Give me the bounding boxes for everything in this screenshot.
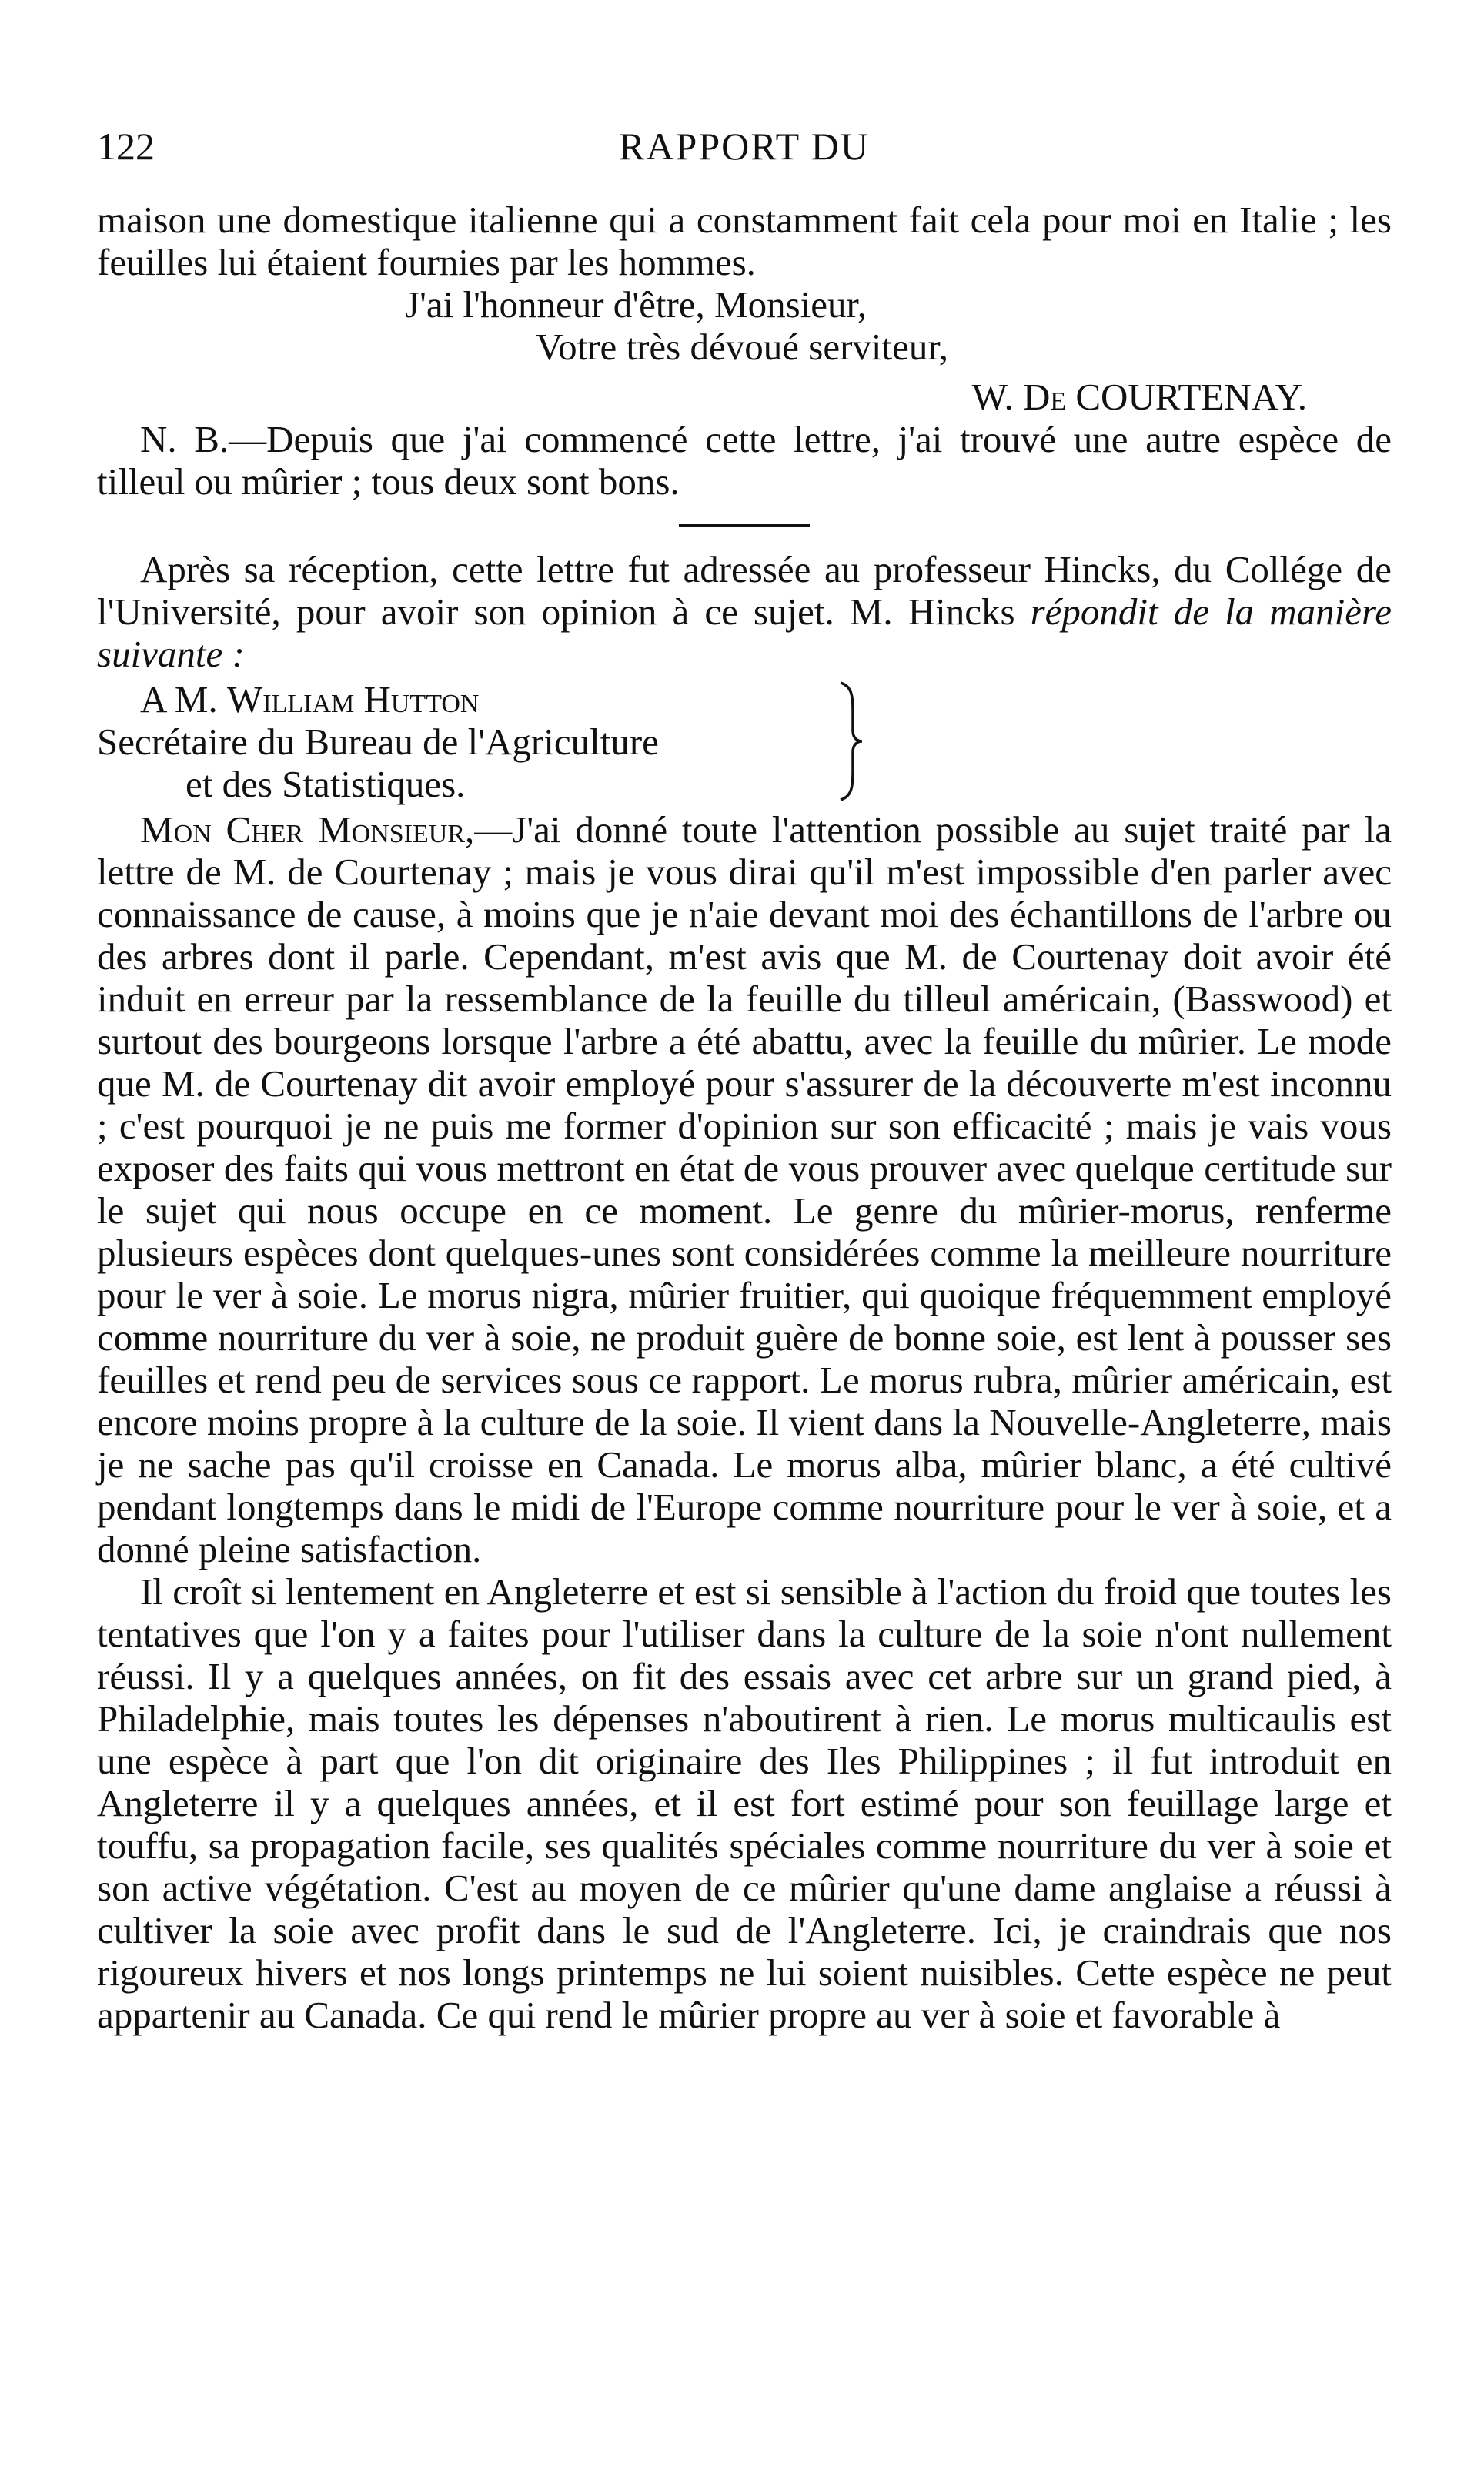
intro-italic-text: répondit de la manière suivante : <box>97 590 1392 675</box>
address-title: Secrétaire du Bureau de l'Agriculture <box>97 721 659 763</box>
intro-paragraph <box>97 548 1392 675</box>
address-department: et des Statistiques. <box>186 763 466 805</box>
reply-salutation: Mon Cher Monsieur, <box>140 808 475 851</box>
address-block <box>97 678 1392 805</box>
letter-signature: W. De COURTENAY. <box>971 376 1307 418</box>
letter-postscript: N. B.—Depuis que j'ai commencé cette lettre, j'ai trouvé une autre espèce de tilleul ou mûrier ; tous deux sont bons. <box>97 418 1392 503</box>
page-body <box>97 199 1392 2036</box>
right-curly-brace <box>836 680 867 803</box>
letter-closing-valediction: Votre très dévoué serviteur, <box>536 326 948 368</box>
page-number: 122 <box>97 125 155 168</box>
letter-closing-formula: J'ai l'honneur d'être, Monsieur, <box>405 283 867 326</box>
page-header <box>97 123 1392 169</box>
address-recipient <box>97 678 1392 721</box>
reply-paragraph-1 <box>97 808 1392 1570</box>
address-prefix: A M. <box>140 678 228 721</box>
address-recipient-name: William Hutton <box>227 678 480 721</box>
reply-paragraph-1-text: —J'ai donné toute l'attention possible au sujet traité par la lettre de M. de Courtenay ; mais je vous dirai qu'il m'est impossible d'en parler avec connaissance de cause, à moins que je n'aie devant moi des échantillons de l'arbre ou des arbres dont il parle. Cependant, m'est avis que M. de Courtenay doit avoir été induit en erreur par la ressemblance de la feuille du tilleul américain, (Basswood) et surtout des bourgeons lorsque l'arbre a été abattu, avec la feuille du mûrier. Le mode que M. de Courtenay dit avoir employé pour s'assurer de la découverte m'est inconnu ; c'est pourquoi je ne puis me former d'opinion sur son efficacité ; mais je vais vous exposer des faits qui vous mettront en état de vous prouver avec quelque certitude sur le sujet qui nous occupe en ce moment. Le genre du mûrier-morus, renferme plusieurs espèces dont quelques-unes sont considérées comme la meilleure nourriture pour le ver à soie. Le morus nigra, mûrier fruitier, qui quoique fréquemment employé comme nourriture du ver à soie, ne produit guère de bonne soie, est lent à pousser ses feuilles et rend peu de services sous ce rapport. Le morus rubra, mûrier américain, est encore moins propre à la culture de la soie. Il vient dans la Nouvelle-Angleterre, mais je ne sache pas qu'il croisse en Canada. Le morus alba, mûrier blanc, a été cultivé pendant longtemps dans le midi de l'Europe comme nourriture pour le ver à soie, et a donné pleine satisfaction. <box>97 808 1392 1570</box>
reply-paragraph-2: Il croît si lentement en Angleterre et est si sensible à l'action du froid que toutes les tentatives que l'on y a faites pour l'utiliser dans la culture de la soie n'ont nullement réussi. Il y a quelques années, on fit des essais avec cet arbre sur un grand pied, à Philadelphie, mais toutes les dépenses n'aboutirent à rien. Le morus multicaulis est une espèce à part que l'on dit originaire des Iles Philippines ; il fut introduit en Angleterre il y a quelques années, et il est fort estimé pour son feuillage large et touffu, sa propagation facile, ses qualités spéciales comme nourriture du ver à soie et son active végétation. C'est au moyen de ce mûrier qu'une dame anglaise a réussi à cultiver la soie avec profit dans le sud de l'Angleterre. Ici, je craindrais que nos rigoureux hivers et nos longs printemps ne lui soient nuisibles. Cette espèce ne peut appartenir au Canada. Ce qui rend le mûrier propre au ver à soie et favorable à <box>97 1570 1392 2036</box>
section-divider <box>679 524 810 527</box>
running-head: RAPPORT DU <box>619 125 870 168</box>
intro-text: Après sa réception, cette lettre fut adressée au professeur Hincks, du Collége de l'Université, pour avoir son opinion à ce sujet. M. Hincks <box>97 548 1392 633</box>
letter-continuation: maison une domestique italienne qui a constamment fait cela pour moi en Italie ; les feuilles lui étaient fournies par les hommes. <box>97 199 1392 283</box>
